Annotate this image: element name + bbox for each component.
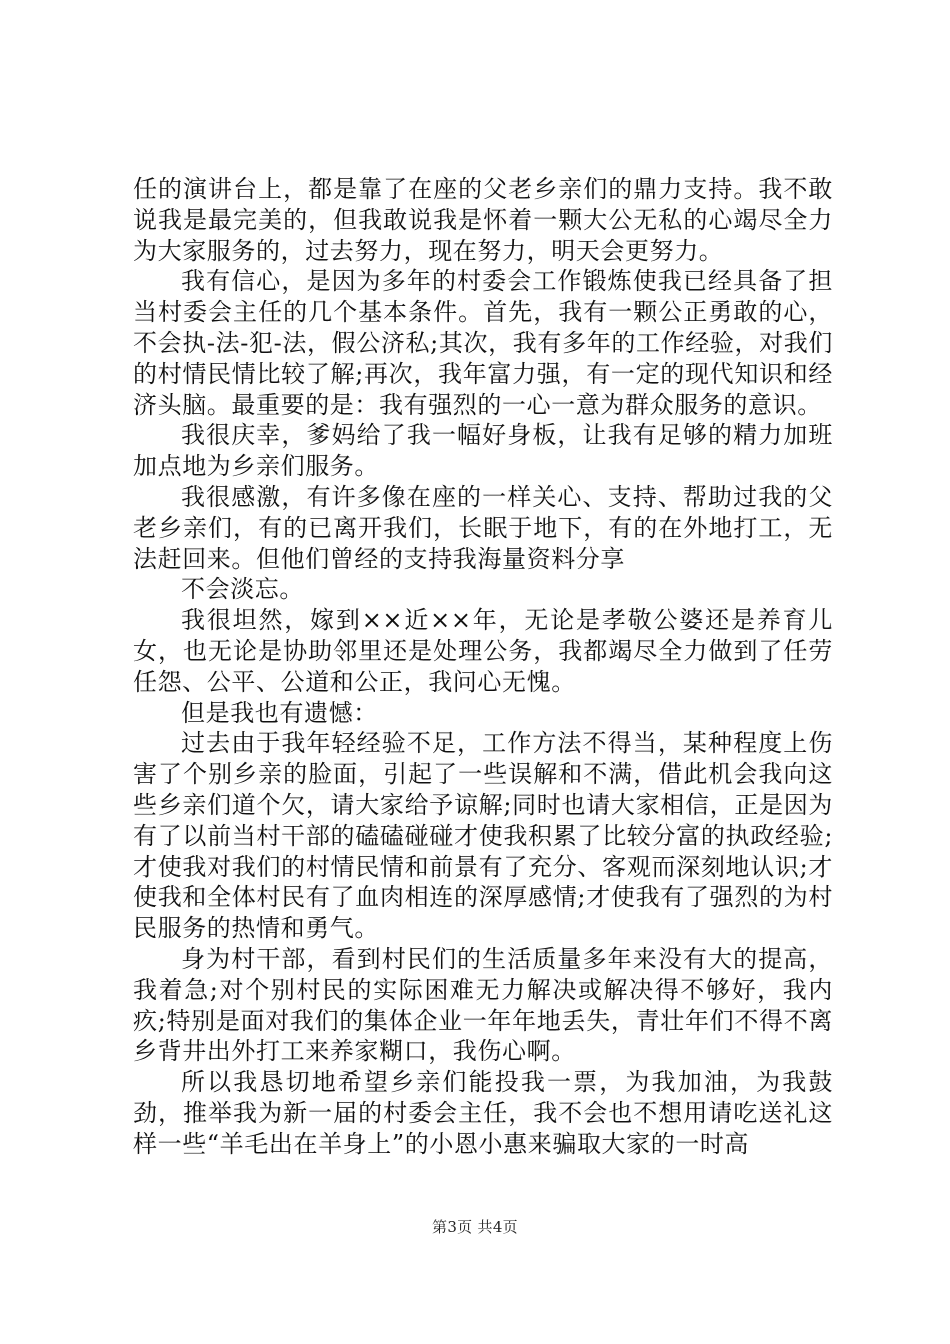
- paragraph-calm: 我很坦然，嫁到××近××年，无论是孝敬公婆还是养育儿女，也无论是协助邻里还是处理公务，我都竭尽全力做到了任劳任怨、公平、公道和公正，我问心无愧。: [133, 606, 833, 696]
- paragraph-confidence: 我有信心，是因为多年的村委会工作锻炼使我已经具备了担当村委会主任的几个基本条件。首先，我有一颗公正勇敢的心，不会执-法-犯-法，假公济私;其次，我有多年的工作经验，对我们的村情民情比较了解;再次，我年富力强，有一定的现代知识和经济头脑。最重要的是：我有强烈的一心一意为群众服务的意识。: [133, 267, 833, 419]
- paragraph-not-forget: 不会淡忘。: [181, 575, 304, 604]
- paragraph-continuation: 任的演讲台上，都是靠了在座的父老乡亲们的鼎力支持。我不敢说我是最完美的，但我敢说我是怀着一颗大公无私的心竭尽全力为大家服务的，过去努力，现在努力，明天会更努力。: [133, 175, 833, 265]
- paragraph-village-cadre: 身为村干部，看到村民们的生活质量多年来没有大的提高，我着急;对个别村民的实际困难无力解决或解决得不够好，我内疚;特别是面对我们的集体企业一年年地丢失，青壮年们不得不离乡背井出外打工来养家糊口，我伤心啊。: [133, 944, 833, 1066]
- paragraph-fortunate: 我很庆幸，爹妈给了我一幅好身板，让我有足够的精力加班加点地为乡亲们服务。: [133, 421, 833, 481]
- page-number-footer: 第3页 共4页: [432, 1218, 518, 1236]
- document-body: [133, 174, 833, 1160]
- paragraph-grateful: 我很感激，有许多像在座的一样关心、支持、帮助过我的父老乡亲们，有的已离开我们，长眠于地下，有的在外地打工，无法赶回来。但他们曾经的支持我海量资料分享: [133, 482, 833, 573]
- paragraph-regret-heading: 但是我也有遗憾：: [181, 698, 378, 727]
- paragraph-appeal: 所以我恳切地希望乡亲们能投我一票，为我加油，为我鼓劲，推举我为新一届的村委会主任，我不会也不想用请吃送礼这样一些“羊毛出在羊身上”的小恩小惠来骗取大家的一时高: [133, 1068, 833, 1158]
- paragraph-past-mistakes: 过去由于我年轻经验不足，工作方法不得当，某种程度上伤害了个别乡亲的脸面，引起了一些误解和不满，借此机会我向这些乡亲们道个欠，请大家给予谅解;同时也请大家相信，正是因为有了以前当村干部的磕磕碰碰才使我积累了比较分富的执政经验;才使我对我们的村情民情和前景有了充分、客观而深刻地认识;才使我和全体村民有了血肉相连的深厚感情;才使我有了强烈的为村民服务的热情和勇气。: [133, 729, 833, 943]
